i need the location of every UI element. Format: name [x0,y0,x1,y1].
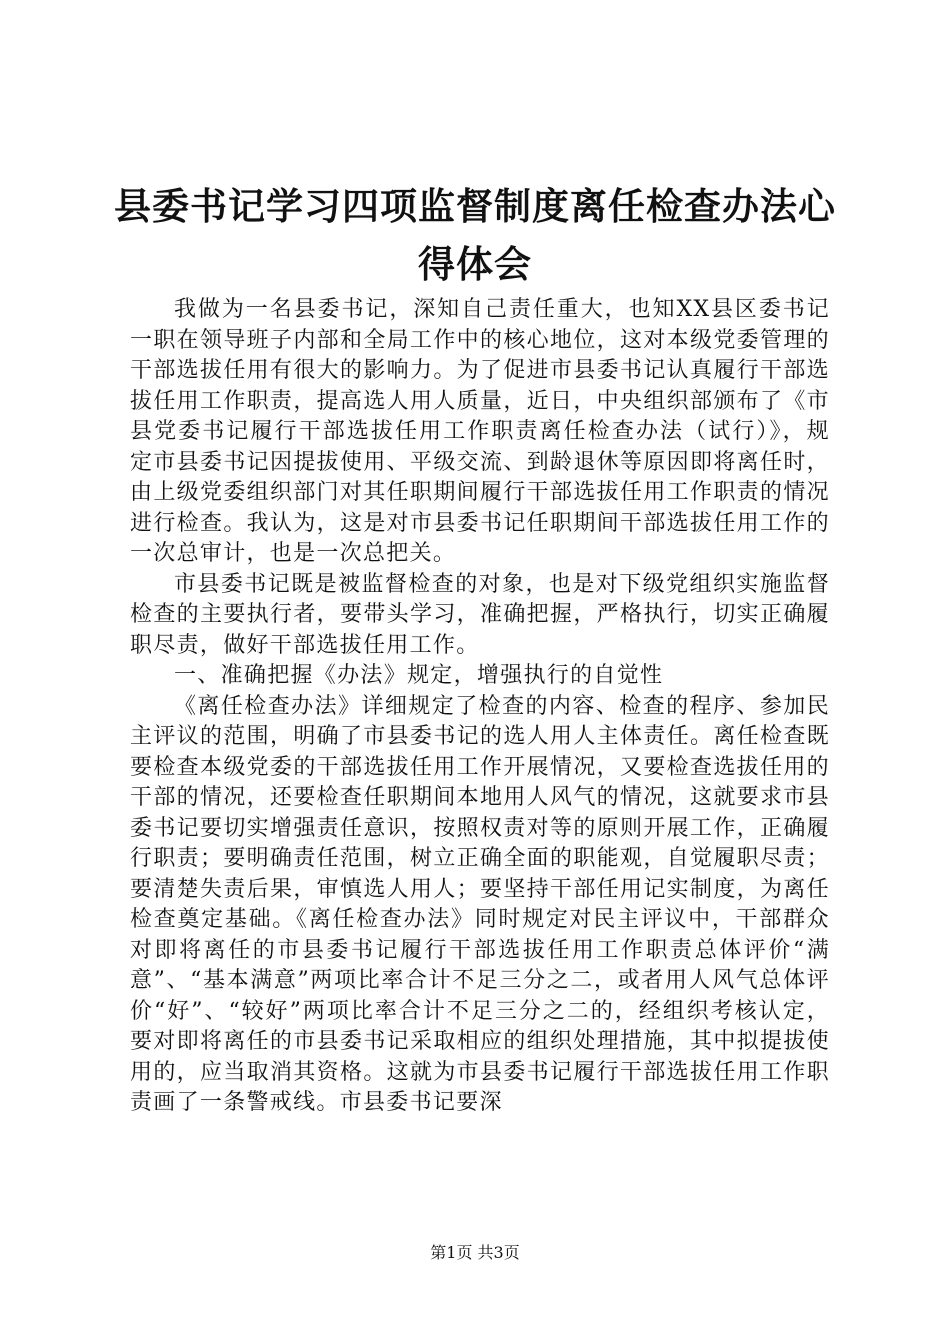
section-heading: 一、准确把握《办法》规定，增强执行的自觉性 [174,663,664,688]
page-footer: 第1页 共3页 [430,1243,520,1262]
paragraph-intro: 我做为一名县委书记，深知自己责任重大，也知XX县区委书记一职在领导班子内部和全局工作中的核心地位，这对本级党委管理的干部选拔任用有很大的影响力。为了促进市县委书记认真履行干部选拔任用工作职责，提高选人用人质量，近日，中央组织部颁布了《市县党委书记履行干部选拔任用工作职责离任检查办法（试行）》，规定市县委书记因提拔使用、平级交流、到龄退休等原因即将离任时，由上级党委组织部门对其任职期间履行干部选拔任用工作职责的情况进行检查。我认为，这是对市县委书记任职期间干部选拔任用工作的一次总审计，也是一次总把关。 [130,297,830,566]
document-body [130,295,830,1119]
paragraph-section-one: 《离任检查办法》详细规定了检查的内容、检查的程序、参加民主评议的范围，明确了市县委书记的选人用人主体责任。离任检查既要检查本级党委的干部选拔任用工作开展情况，又要检查选拔任用的干部的情况，还要检查任职期间本地用人风气的情况，这就要求市县委书记要切实增强责任意识，按照权责对等的原则开展工作，正确履行职责；要明确责任范围，树立正确全面的职能观，自觉履职尽责；要清楚失责后果，审慎选人用人；要坚持干部任用记实制度，为离任检查奠定基础。《离任检查办法》同时规定对民主评议中，干部群众对即将离任的市县委书记履行干部选拔任用工作职责总体评价“满意”、“基本满意”两项比率合计不足三分之二，或者用人风气总体评价“好”、“较好”两项比率合计不足三分之二的，经组织考核认定，要对即将离任的市县委书记采取相应的组织处理措施，其中拟提拔使用的，应当取消其资格。这就为市县委书记履行干部选拔任用工作职责画了一条警戒线。市县委书记要深 [130,693,830,1115]
paragraph-role: 市县委书记既是被监督检查的对象，也是对下级党组织实施监督检查的主要执行者，要带头学习，准确把握，严格执行，切实正确履职尽责，做好干部选拔任用工作。 [130,571,830,658]
document-title: 县委书记学习四项监督制度离任检查办法心得体会 [114,185,836,286]
